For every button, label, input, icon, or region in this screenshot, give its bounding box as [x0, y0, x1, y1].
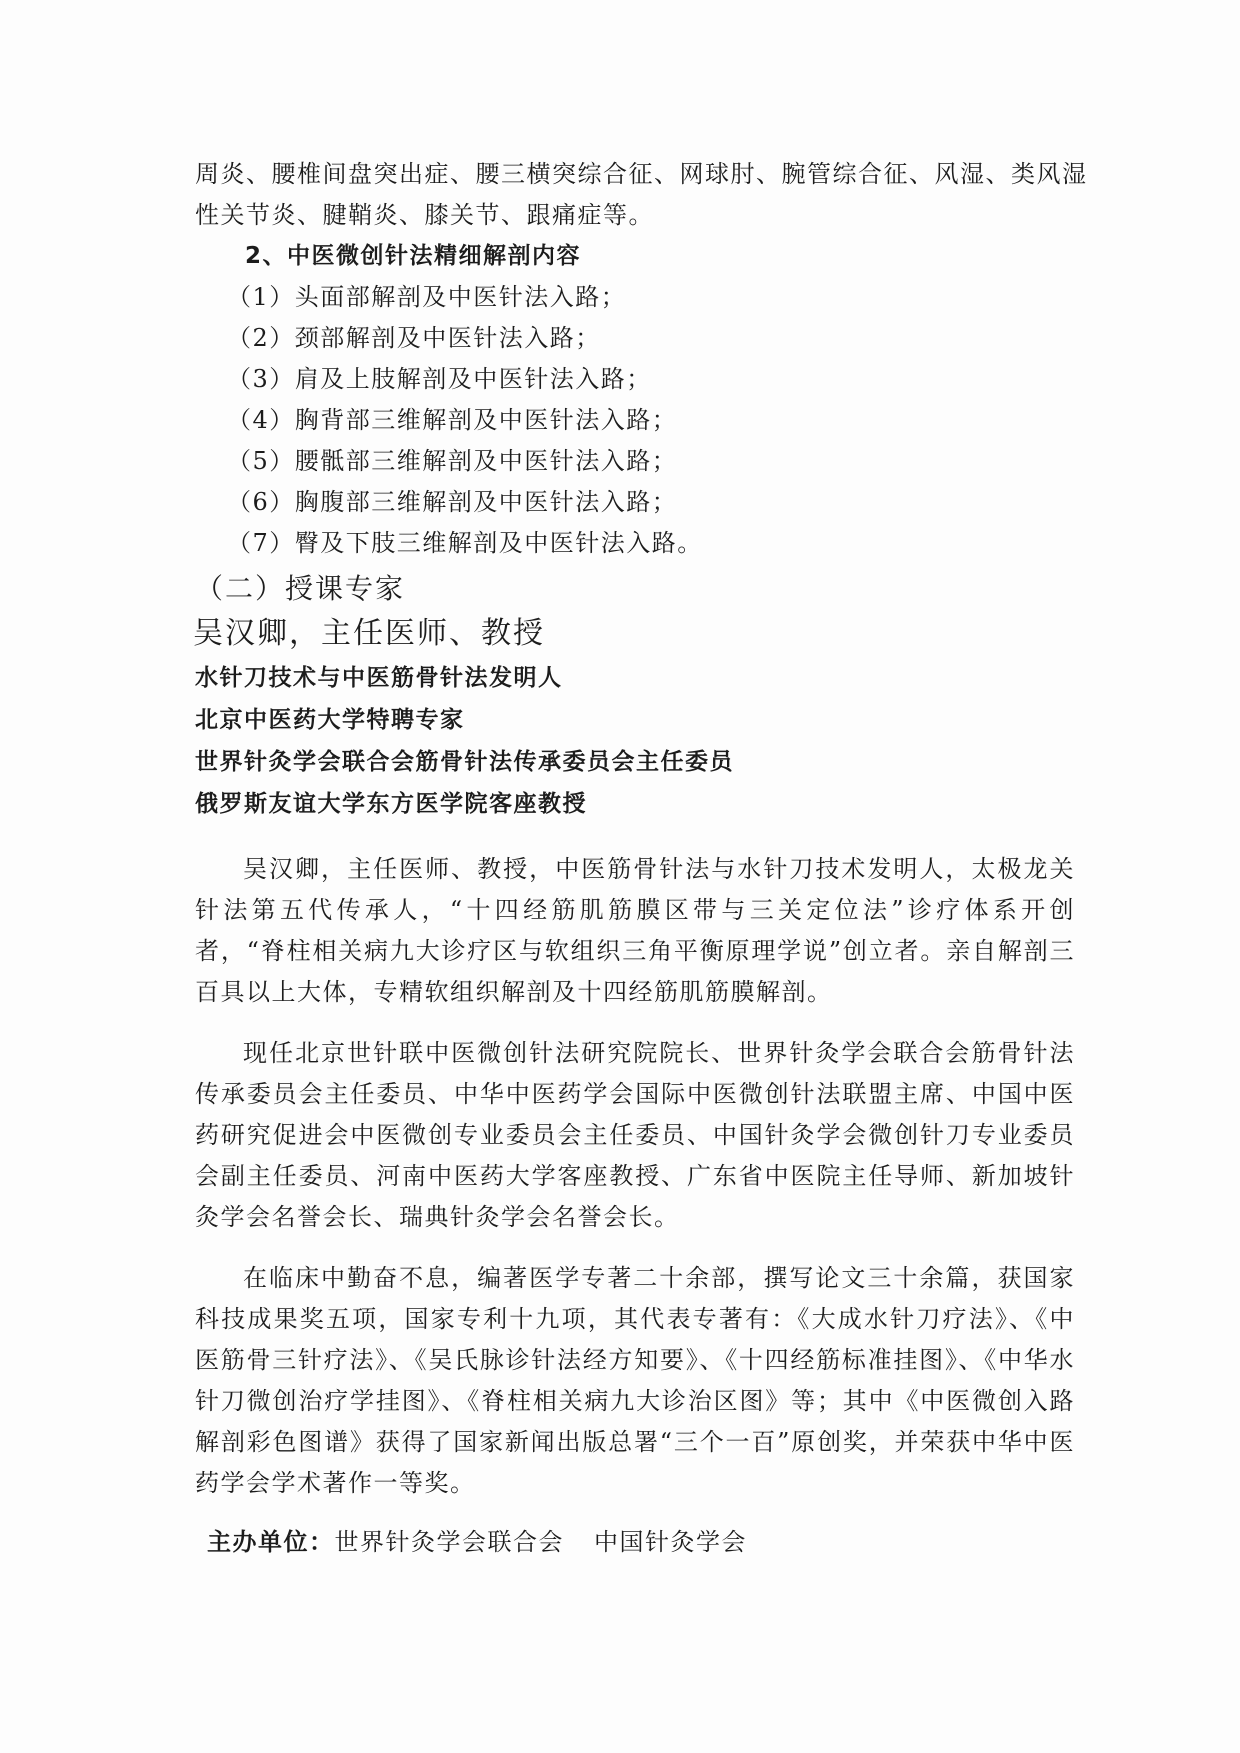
expert-title-1: 水针刀技术与中医筋骨针法发明人 [195, 665, 563, 691]
intro-line-2: 性关节炎、腱鞘炎、膝关节、跟痛症等。 [195, 201, 654, 229]
expert-title-4: 俄罗斯友谊大学东方医学院客座教授 [195, 791, 587, 817]
expert-bio-paragraph: 吴汉卿，主任医师、教授，中医筋骨针法与水针刀技术发明人，太极龙关针法第五代传承人，“十四经筋肌筋膜区带与三关定位法”诊疗体系开创者，“脊柱相关病九大诊疗区与软组织三角平衡原理学说”创立者。亲自解剖三百具以上大体，专精软组织解剖及十四经筋肌筋膜解剖。 [195, 855, 1075, 1006]
expert-name: 吴汉卿，主任医师、教授 [193, 616, 545, 651]
anatomy-item-3: （3）肩及上肢解剖及中医针法入路； [227, 365, 652, 393]
document-content [193, 154, 1088, 1563]
organizer-name-2: 中国针灸学会 [594, 1528, 747, 1556]
expert-positions-paragraph: 现任北京世针联中医微创针法研究院院长、世界针灸学会联合会筋骨针法传承委员会主任委员、中华中医药学会国际中医微创针法联盟主席、中国中医药研究促进会中医微创专业委员会主任委员、中国针灸学会微创针刀专业委员会副主任委员、河南中医药大学客座教授、广东省中医院主任导师、新加坡针灸学会名誉会长、瑞典针灸学会名誉会长。 [195, 1039, 1075, 1231]
anatomy-item-4: （4）胸背部三维解剖及中医针法入路； [227, 406, 678, 434]
anatomy-item-1: （1）头面部解剖及中医针法入路； [227, 283, 627, 311]
expert-publications-paragraph: 在临床中勤奋不息，编著医学专著二十余部，撰写论文三十余篇，获国家科技成果奖五项，国家专利十九项，其代表专著有：《大成水针刀疗法》、《中医筋骨三针疗法》、《吴氏脉诊针法经方知要》、《十四经筋标准挂图》、《中华水针刀微创治疗学挂图》、《脊柱相关病九大诊治区图》等；其中《中医微创入路解剖彩色图谱》获得了国家新闻出版总署“三个一百”原创奖，并荣获中华中医药学会学术著作一等奖。 [195, 1264, 1075, 1497]
expert-title-3: 世界针灸学会联合会筋骨针法传承委员会主任委员 [195, 749, 734, 775]
anatomy-item-2: （2）颈部解剖及中医针法入路； [227, 324, 601, 352]
anatomy-item-5: （5）腰骶部三维解剖及中医针法入路； [227, 447, 678, 475]
anatomy-item-6: （6）胸腹部三维解剖及中医针法入路； [227, 488, 678, 516]
anatomy-heading: 2、中医微创针法精细解剖内容 [245, 243, 582, 269]
intro-line-1: 周炎、腰椎间盘突出症、腰三横突综合征、网球肘、腕管综合征、风湿、类风湿 [195, 160, 1088, 188]
expert-title-2: 北京中医药大学特聘专家 [195, 707, 465, 733]
organizer-label: 主办单位： [207, 1528, 335, 1556]
anatomy-item-7: （7）臀及下肢三维解剖及中医针法入路。 [227, 529, 703, 557]
organizer-line [195, 1522, 1075, 1563]
organizer-name-1: 世界针灸学会联合会 [334, 1528, 564, 1556]
experts-section-heading: （二）授课专家 [195, 572, 406, 605]
